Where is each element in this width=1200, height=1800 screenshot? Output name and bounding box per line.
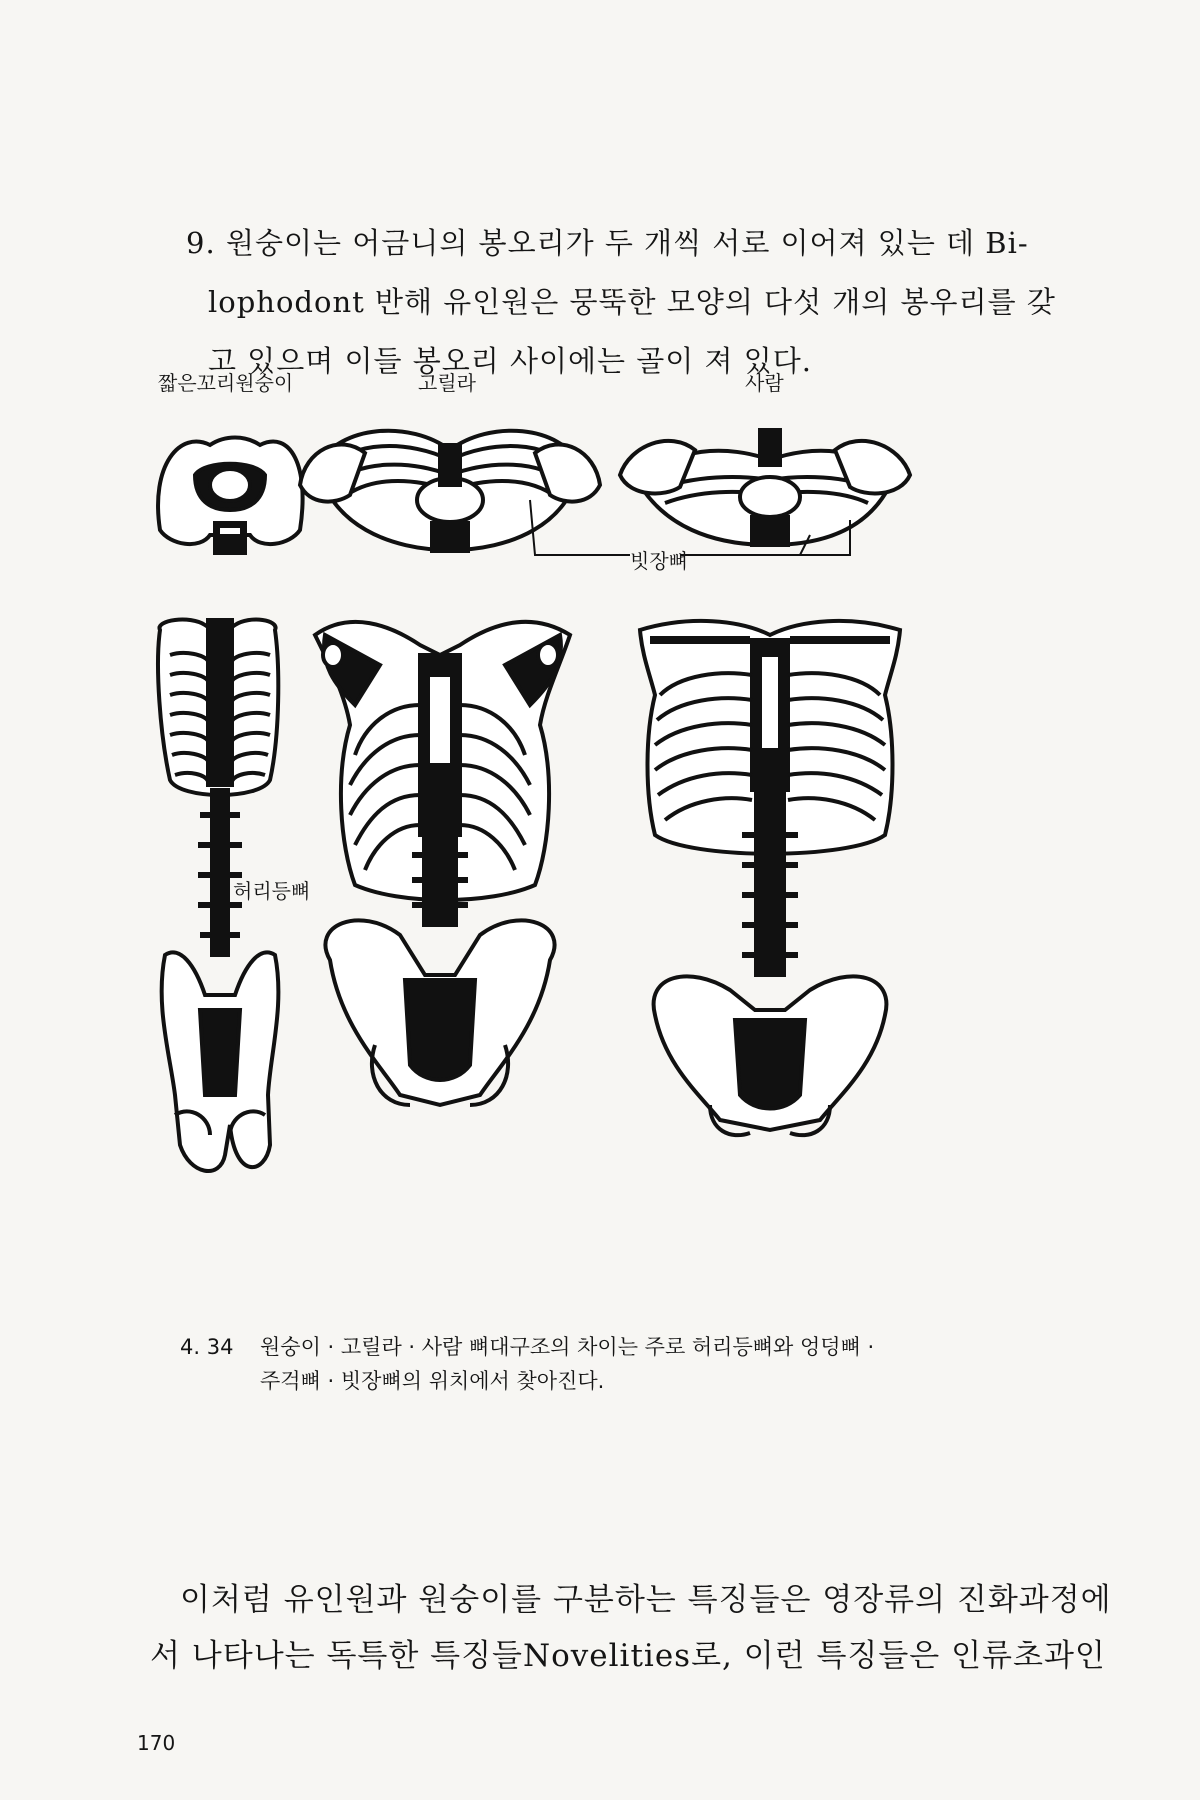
label-human: 사람 <box>745 371 784 395</box>
figure-number: 4. 34 <box>180 1335 234 1359</box>
caption-line: 원숭이 · 고릴라 · 사람 뼈대구조의 차이는 주로 허리등뼈와 엉덩뼈 · <box>260 1335 875 1359</box>
label-sternum: 빗장뼈 <box>630 549 688 573</box>
caption-line: 주걱뼈 · 빗장뼈의 위치에서 찾아진다. <box>260 1369 605 1393</box>
paragraph-line: 서 나타나는 독특한 특징들Novelities로, 이런 특징들은 인류초과인 <box>150 1638 1106 1674</box>
human-torso-skeleton <box>640 621 900 1135</box>
label-gorilla: 고릴라 <box>418 371 476 395</box>
human-pelvis-top-view <box>620 430 910 555</box>
note-number: 9. <box>186 226 216 260</box>
label-short-tailed-monkey: 짧은꼬리원숭이 <box>158 371 294 395</box>
paragraph-line: 고 있으며 이들 봉오리 사이에는 골이 져 있다. <box>208 344 812 378</box>
gorilla-pelvis-top-view <box>300 431 630 555</box>
label-lumbar-vertebrae: 허리등뼈 <box>233 879 311 903</box>
paragraph-line: 원숭이는 어금니의 봉오리가 두 개씩 서로 이어져 있는 데 Bi- <box>226 226 1029 260</box>
page-number: 170 <box>137 1731 176 1755</box>
monkey-pelvis-top-view <box>158 438 303 554</box>
paragraph-line: 이처럼 유인원과 원숭이를 구분하는 특징들은 영장류의 진화과정에 <box>180 1582 1112 1618</box>
gorilla-torso-skeleton <box>315 622 570 1105</box>
paragraph-line: lophodont 반해 유인원은 뭉뚝한 모양의 다섯 개의 봉우리를 갖 <box>208 285 1056 319</box>
